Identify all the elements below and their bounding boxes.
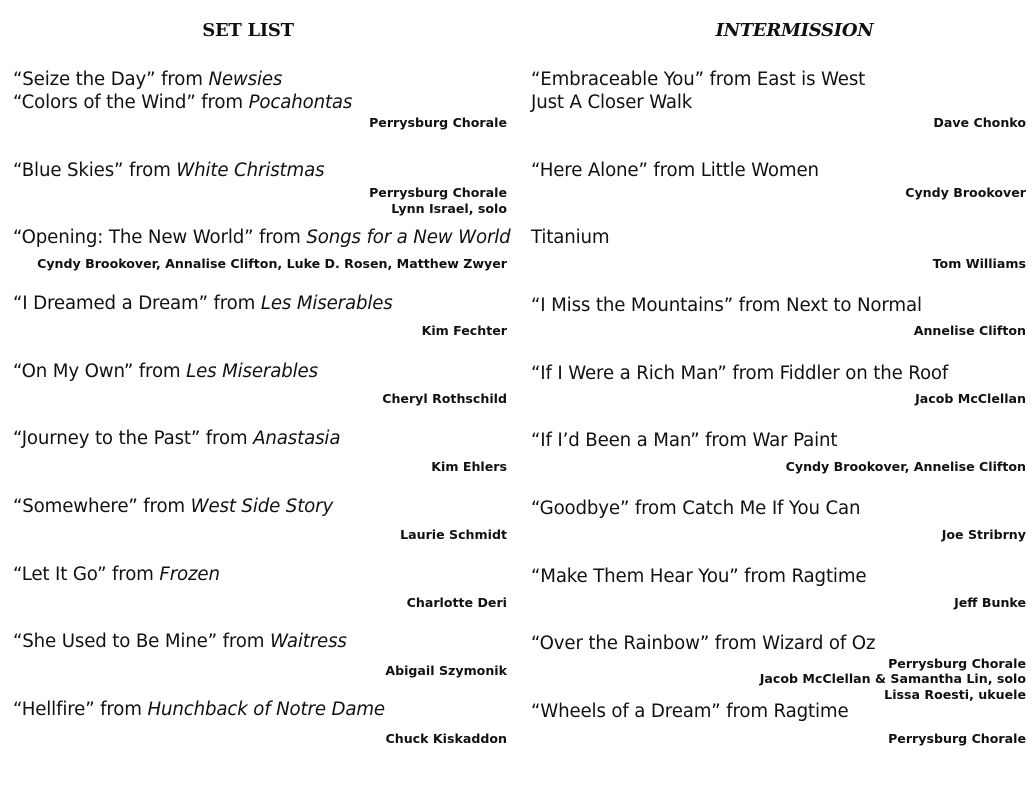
show-name: Frozen <box>159 564 220 585</box>
song-name: “Somewhere” from <box>13 496 191 517</box>
set-list-heading: SET LIST <box>202 20 294 41</box>
show-name: Pocahontas <box>248 92 353 113</box>
show-name: West Side Story <box>190 496 334 517</box>
performer-credit: Tom Williams <box>932 256 1026 271</box>
performer-credit: Cyndy Brookover, Annalise Clifton, Luke D. Rosen, Matthew Zwyer <box>37 256 507 271</box>
song-title <box>13 226 511 249</box>
song-title: “Here Alone” from Little Women <box>531 160 819 181</box>
song-title <box>13 427 507 450</box>
song-name: “Hellfire” from <box>13 699 148 720</box>
song-title <box>13 698 507 721</box>
intermission-column <box>531 0 1026 800</box>
performer-credit: Dave Chonko <box>933 115 1026 130</box>
performer-credit: Laurie Schmidt <box>400 527 507 542</box>
song-name: “Blue Skies” from <box>13 160 177 181</box>
performer-credit: Cheryl Rothschild <box>382 391 507 406</box>
song-name: “Seize the Day” from <box>13 69 209 90</box>
song-name: “On My Own” from <box>13 361 187 382</box>
song-name: “Let It Go” from <box>13 564 160 585</box>
song-title <box>13 159 507 182</box>
set-list-column <box>13 0 511 800</box>
performer-credit: Perrysburg Chorale <box>888 731 1026 746</box>
song-title <box>13 91 507 114</box>
performer-credit: Jacob McClellan <box>915 391 1026 406</box>
show-name: Newsies <box>208 69 283 90</box>
song-title: “Goodbye” from Catch Me If You Can <box>531 498 861 519</box>
song-title: “Over the Rainbow” from Wizard of Oz <box>531 633 876 654</box>
show-name: Les Miserables <box>186 361 318 382</box>
performer-credit: Cyndy Brookover <box>905 185 1026 200</box>
song-title: “If I’d Been a Man” from War Paint <box>531 430 838 451</box>
performer-credit: Kim Fechter <box>421 323 507 338</box>
song-title <box>13 360 507 383</box>
song-title <box>13 495 507 518</box>
song-title <box>13 292 507 315</box>
show-name: Songs for a New World <box>306 227 511 248</box>
song-name: “She Used to Be Mine” from <box>13 631 270 652</box>
show-name: Hunchback of Notre Dame <box>147 699 385 720</box>
song-title: “If I Were a Rich Man” from Fiddler on the Roof <box>531 363 949 384</box>
performer-credit: Charlotte Deri <box>406 595 507 610</box>
instrumentalist-credit: Lissa Roesti, ukuele <box>884 687 1026 702</box>
song-title <box>13 563 507 586</box>
soloist-credit: Lynn Israel, solo <box>391 201 507 216</box>
show-name: Waitress <box>269 631 347 652</box>
show-name: Les Miserables <box>260 293 393 314</box>
song-name: “Journey to the Past” from <box>13 428 254 449</box>
show-name: Anastasia <box>253 428 341 449</box>
song-title: “Wheels of a Dream” from Ragtime <box>531 701 849 722</box>
song-name: “I Dreamed a Dream” from <box>13 293 261 314</box>
song-title: “Embraceable You” from East is West <box>531 69 866 90</box>
song-name: “Colors of the Wind” from <box>13 92 249 113</box>
soloist-credit: Jacob McClellan & Samantha Lin, solo <box>759 671 1026 686</box>
song-title: Just A Closer Walk <box>531 92 693 113</box>
performer-credit: Perrysburg Chorale <box>888 656 1026 671</box>
performer-credit: Jeff Bunke <box>954 595 1026 610</box>
song-title: “I Miss the Mountains” from Next to Normal <box>531 295 922 316</box>
show-name: White Christmas <box>176 160 325 181</box>
performer-credit: Kim Ehlers <box>431 459 507 474</box>
performer-credit: Joe Stribrny <box>941 527 1026 542</box>
performer-credit: Perrysburg Chorale <box>369 185 507 200</box>
performer-credit: Chuck Kiskaddon <box>385 731 507 746</box>
performer-credit: Annelise Clifton <box>913 323 1026 338</box>
performer-credit: Cyndy Brookover, Annelise Clifton <box>785 459 1026 474</box>
performer-credit: Abigail Szymonik <box>385 663 507 678</box>
song-title <box>13 630 507 653</box>
song-title: Titanium <box>531 227 610 248</box>
song-title <box>13 68 507 91</box>
song-name: “Opening: The New World” from <box>13 227 307 248</box>
performer-credit: Perrysburg Chorale <box>369 115 507 130</box>
song-title: “Make Them Hear You” from Ragtime <box>531 566 867 587</box>
intermission-heading: INTERMISSION <box>715 20 874 41</box>
